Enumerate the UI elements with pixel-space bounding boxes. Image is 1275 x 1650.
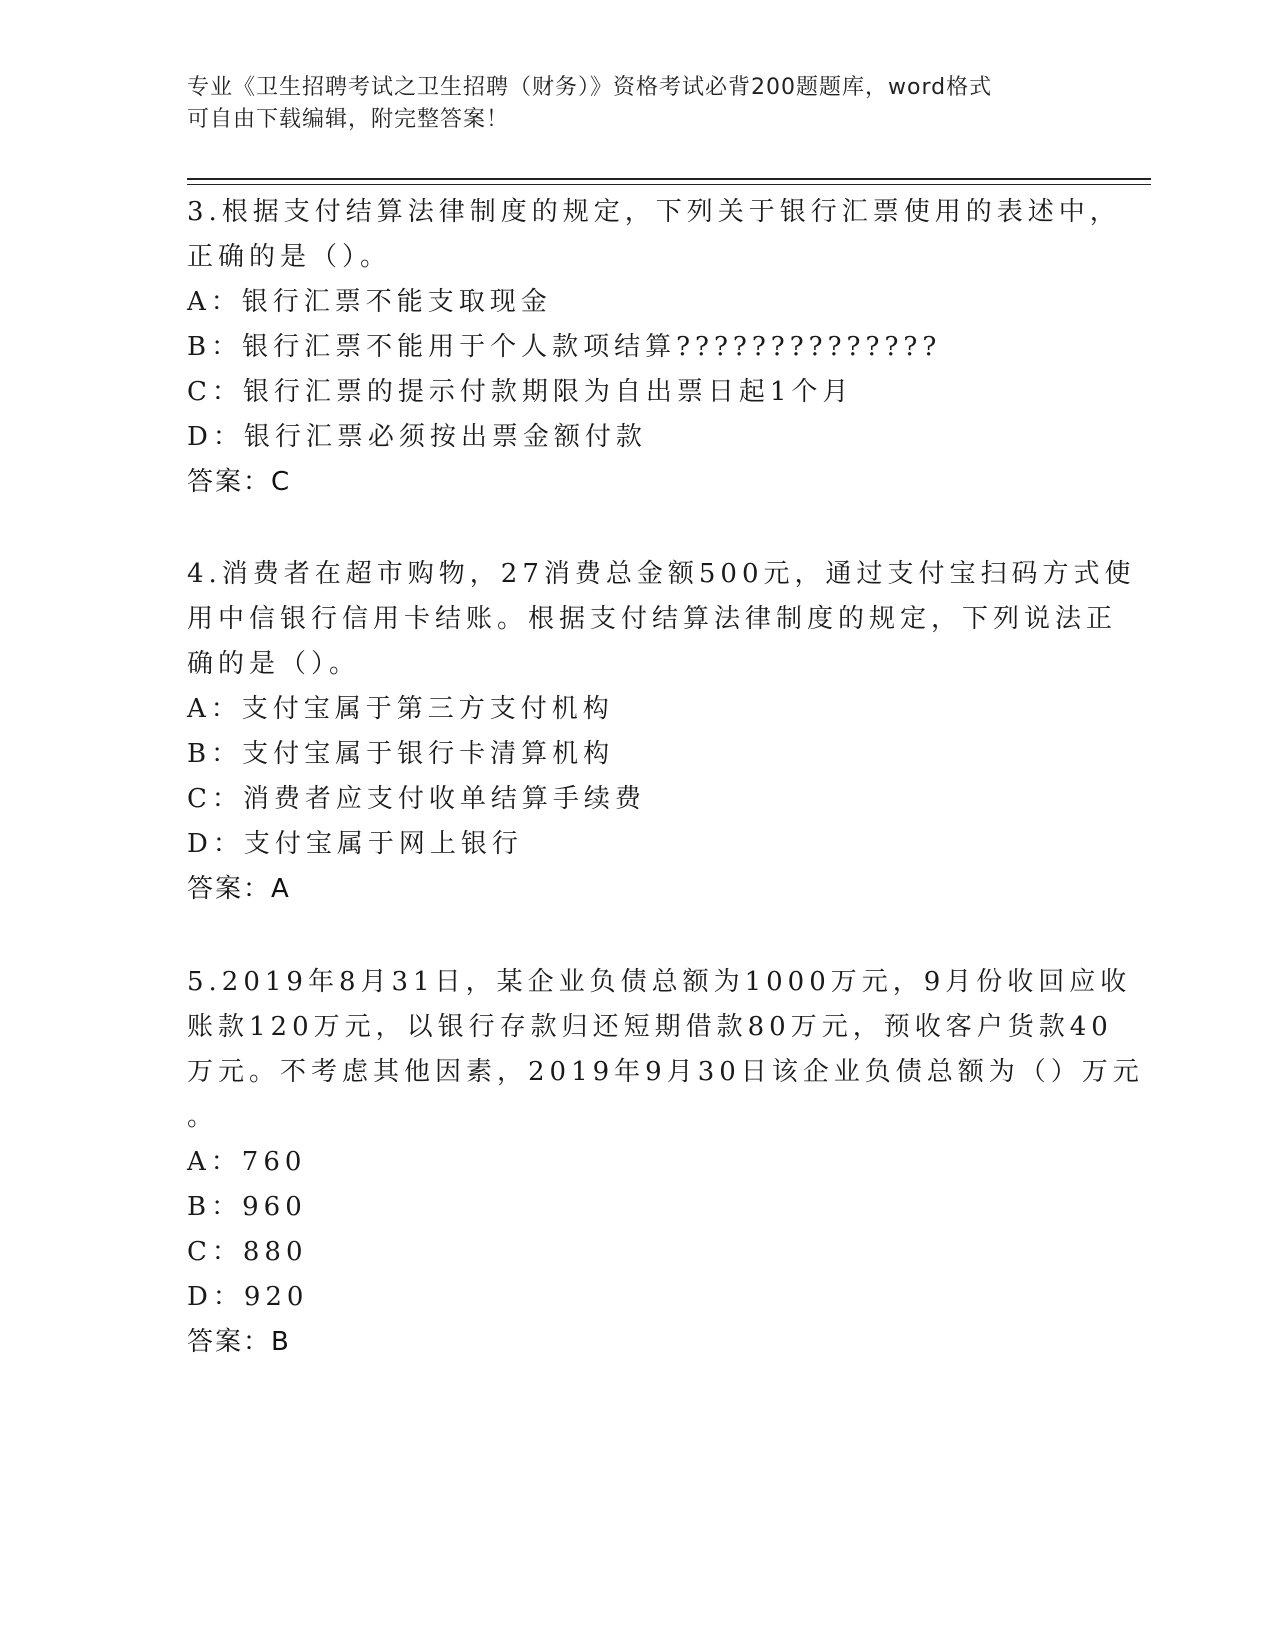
question-5	[187, 960, 1144, 1365]
question-4	[187, 552, 1136, 912]
option-a: A：760	[187, 1147, 307, 1177]
document-header	[187, 72, 1087, 136]
question-stem-line: 账款120万元，以银行存款归还短期借款80万元，预收客户货款40	[187, 1012, 1113, 1042]
option-d: D：支付宝属于网上银行	[187, 829, 523, 859]
question-3	[187, 190, 1121, 505]
option-c: C：银行汇票的提示付款期限为自出票日起1个月	[187, 377, 854, 407]
question-stem-line: 4.消费者在超市购物，27消费总金额500元，通过支付宝扫码方式使	[187, 559, 1136, 589]
option-d: D：920	[187, 1282, 309, 1312]
question-stem-line: 5.2019年8月31日，某企业负债总额为1000万元，9月份收回应收	[187, 967, 1132, 997]
question-stem-line: 。	[187, 1102, 219, 1132]
option-a: A：支付宝属于第三方支付机构	[187, 694, 614, 724]
option-c: C：消费者应支付收单结算手续费	[187, 784, 646, 814]
question-stem-line: 用中信银行信用卡结账。根据支付结算法律制度的规定，下列说法正	[187, 604, 1118, 634]
question-stem-line: 确的是（）。	[187, 649, 361, 679]
question-stem-line: 万元。不考虑其他因素，2019年9月30日该企业负债总额为（）万元	[187, 1057, 1144, 1087]
header-title-line-1: 专业《卫生招聘考试之卫生招聘（财务）》资格考试必背200题题库，word格式	[187, 75, 993, 100]
answer-label: 答案：B	[187, 1327, 291, 1357]
question-stem-line: 正确的是（）。	[187, 242, 392, 272]
answer-label: 答案：A	[187, 874, 291, 904]
option-d: D：银行汇票必须按出票金额付款	[187, 422, 647, 452]
header-divider-thick	[187, 178, 1151, 180]
question-stem	[187, 552, 1136, 687]
question-stem	[187, 190, 1121, 280]
question-stem	[187, 960, 1144, 1140]
option-b: B：银行汇票不能用于个人款项结算??????????????	[187, 332, 942, 362]
option-c: C：880	[187, 1237, 308, 1267]
option-b: B：支付宝属于银行卡清算机构	[187, 739, 615, 769]
header-divider-thin	[187, 184, 1151, 185]
answer-label: 答案：C	[187, 467, 292, 497]
question-stem-line: 3.根据支付结算法律制度的规定，下列关于银行汇票使用的表述中，	[187, 197, 1121, 227]
option-a: A：银行汇票不能支取现金	[187, 287, 552, 317]
header-title-line-2: 可自由下载编辑，附完整答案！	[187, 107, 510, 132]
option-b: B：960	[187, 1192, 307, 1222]
